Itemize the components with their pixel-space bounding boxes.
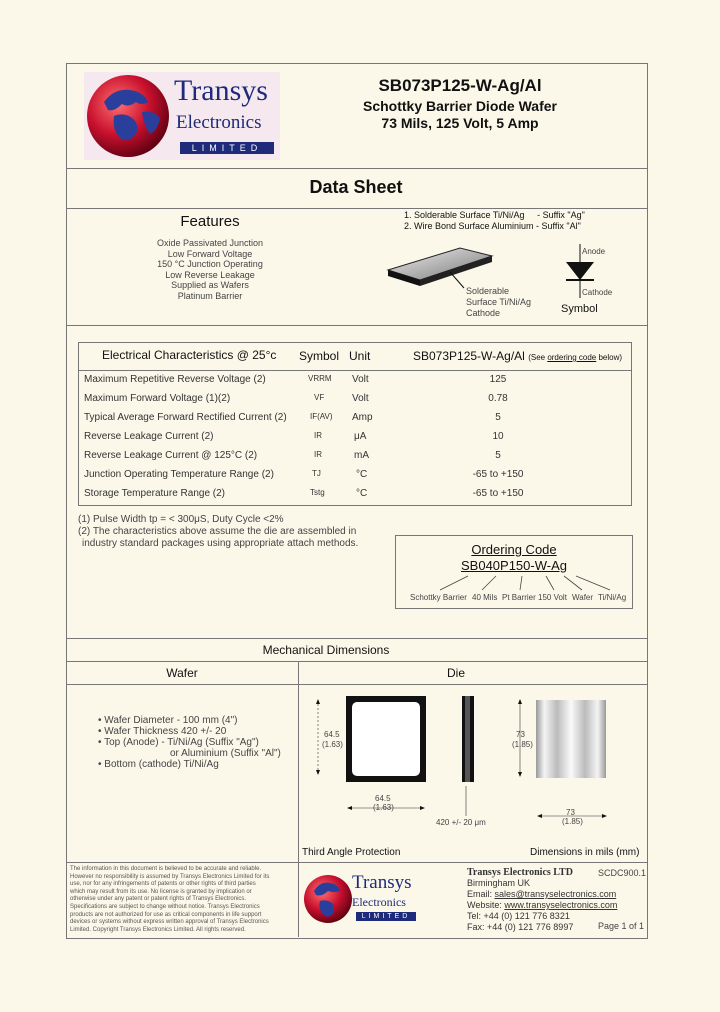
col-part — [413, 349, 622, 363]
table-row — [78, 485, 630, 504]
symbol-cell: IR — [314, 450, 322, 459]
symbol-cell: IR — [314, 431, 322, 440]
product-specs: 73 Mils, 125 Volt, 5 Amp — [381, 115, 539, 131]
unit-cell: °C — [356, 488, 368, 499]
table-row — [78, 466, 630, 485]
die-drawing — [306, 690, 626, 830]
ordering-part: 40 Mils — [472, 593, 498, 602]
company-logo — [84, 72, 280, 160]
symbol-label: Symbol — [561, 303, 598, 315]
ordering-arrows — [396, 574, 632, 592]
param-cell: Maximum Forward Voltage (1)(2) — [84, 393, 231, 404]
feature-item: Oxide Passivated Junction — [156, 238, 264, 248]
param-cell: Reverse Leakage Current (2) — [84, 431, 214, 442]
ordering-code-link[interactable]: ordering code — [547, 353, 597, 362]
unit-cell: Volt — [352, 393, 369, 404]
contact-block — [467, 867, 617, 933]
col-unit: Unit — [349, 349, 371, 363]
wafer-label: Cathode — [466, 308, 501, 318]
wafer-item: • Wafer Thickness 420 +/- 20 — [98, 726, 227, 737]
wafer-item: or Aluminium (Suffix "Al") — [170, 748, 281, 759]
note: (2) The characteristics above assume the die are assembled in — [78, 526, 357, 537]
footer-company-name: Transys — [352, 872, 412, 893]
ordering-part: Wafer — [572, 593, 594, 602]
feature-item: 150 °C Junction Operating — [157, 259, 263, 269]
param-cell: Reverse Leakage Current @ 125°C (2) — [84, 450, 258, 461]
die-heading: Die — [446, 666, 465, 680]
symbol-cell: VF — [314, 393, 325, 402]
wafer-item: • Wafer Diameter - 100 mm (4") — [98, 715, 238, 726]
col-part-note: (See — [528, 353, 548, 362]
param-cell: Junction Operating Temperature Range (2) — [84, 469, 274, 480]
symbol-cell: TJ — [312, 469, 321, 478]
ordering-part: 150 Volt — [538, 593, 567, 602]
ordering-part: Schottky Barrier — [410, 593, 467, 602]
company-name: Transys — [174, 74, 268, 107]
contact-company: Transys Electronics LTD — [467, 867, 573, 878]
contact-city: Birmingham UK — [467, 878, 531, 888]
value-cell: -65 to +150 — [472, 469, 524, 480]
ordering-heading: Ordering Code — [471, 542, 557, 557]
features-heading: Features — [180, 213, 240, 230]
page-title: Data Sheet — [309, 177, 403, 197]
die-dim: (1.63) — [322, 740, 343, 749]
part-number: SB073P125-W-Ag/Al — [378, 76, 542, 95]
ordering-part: Ti/Ni/Ag — [598, 593, 627, 602]
disclaimer-line: Limited. Copyright Transys Electronics Limited. All rights reserved. — [70, 926, 246, 933]
die-dim: 420 +/- 20 μm — [436, 818, 486, 827]
die-dim: (1.63) — [373, 803, 394, 812]
email-link[interactable]: sales@transyselectronics.com — [494, 889, 617, 899]
param-cell: Maximum Repetitive Reverse Voltage (2) — [84, 374, 266, 385]
wafer-item: • Top (Anode) - Ti/Ni/Ag (Suffix "Ag") — [98, 737, 259, 748]
disclaimer-line: devices or systems without express written approval of Transys Electronics — [70, 919, 269, 926]
value-cell: 5 — [495, 412, 501, 423]
value-cell: 125 — [489, 374, 507, 385]
unit-cell: μA — [354, 431, 367, 442]
feature-item: Platinum Barrier — [177, 290, 243, 301]
contact-email-row — [467, 889, 617, 900]
table-row — [78, 390, 630, 409]
disclaimer-line: However no responsibility is assumed by Transys Electronics Limited for its — [70, 873, 270, 880]
feature-item: Low Reverse Leakage — [165, 269, 255, 280]
die-dim: 64.5 — [324, 730, 340, 739]
product-type: Schottky Barrier Diode Wafer — [363, 98, 557, 114]
symbol-cell: VRRM — [308, 374, 332, 383]
disclaimer-line: products are not authorized for use as critical components in life support — [70, 911, 262, 918]
value-cell: 0.78 — [488, 393, 508, 404]
param-cell: Storage Temperature Range (2) — [84, 488, 226, 499]
footer-company-sub: Electronics — [352, 895, 406, 909]
col-part-note-end: below) — [596, 353, 623, 362]
col-part-label: SB073P125-W-Ag/Al — [413, 349, 525, 363]
unit-cell: Amp — [352, 412, 373, 423]
website-label: Website: — [467, 900, 505, 910]
unit-cell: Volt — [352, 374, 369, 385]
param-cell: Typical Average Forward Rectified Current (2) — [84, 412, 287, 423]
electrical-heading: Electrical Characteristics @ 25°c — [102, 348, 277, 362]
disclaimer — [70, 866, 294, 934]
footer-logo — [300, 866, 420, 932]
disclaimer-line: Specifications are subject to change without notice. Transys Electronics — [70, 903, 260, 910]
wafer-label: Solderable — [466, 286, 510, 296]
value-cell: -65 to +150 — [472, 488, 524, 499]
company-limited: LIMITED — [180, 142, 274, 154]
table-row — [78, 371, 630, 390]
units-note: Dimensions in mils (mm) — [530, 847, 640, 858]
disclaimer-line: which may result from its use. No license is granted by implication or — [70, 888, 252, 895]
website-link[interactable]: www.transyselectronics.com — [504, 900, 618, 910]
contact-fax: Fax: +44 (0) 121 776 8997 — [467, 922, 574, 932]
value-cell: 10 — [492, 431, 504, 442]
third-angle-note: Third Angle Protection — [302, 847, 401, 858]
company-sub: Electronics — [176, 112, 262, 133]
doc-code: SCDC900.1 — [598, 868, 647, 878]
contact-tel: Tel: +44 (0) 121 776 8321 — [467, 911, 570, 921]
value-cell: 5 — [495, 450, 501, 461]
table-row — [78, 447, 630, 466]
die-dim: 73 — [566, 808, 575, 817]
die-dim: 64.5 — [375, 794, 391, 803]
page-number: Page 1 of 1 — [598, 921, 645, 931]
table-row — [78, 428, 630, 447]
wafer-heading: Wafer — [166, 666, 198, 680]
mechanical-heading: Mechanical Dimensions — [262, 643, 390, 657]
anode-label: Anode — [582, 247, 606, 256]
feature-item: Low Forward Voltage — [167, 248, 253, 259]
surface-option: 1. Solderable Surface Ti/Ni/Ag - Suffix "Ag" — [404, 210, 585, 220]
ordering-code: SB040P150-W-Ag — [461, 558, 567, 573]
symbol-cell: IF(AV) — [310, 412, 333, 421]
surface-option: 2. Wire Bond Surface Aluminium - Suffix "Al" — [404, 221, 581, 231]
contact-website-row — [467, 900, 617, 911]
features-section — [120, 213, 300, 301]
note: (1) Pulse Width tp = < 300μS, Duty Cycle <2% — [78, 514, 284, 525]
feature-item: Supplied as Wafers — [171, 280, 249, 290]
wafer-item: • Bottom (cathode) Ti/Ni/Ag — [98, 759, 219, 770]
disclaimer-line: The information in this document is believed to be accurate and reliable. — [70, 866, 262, 872]
unit-cell: mA — [354, 450, 369, 461]
note: industry standard packages using appropriate attach methods. — [82, 538, 359, 549]
col-symbol: Symbol — [299, 349, 340, 363]
email-label: Email: — [467, 889, 495, 899]
disclaimer-line: otherwise under any patent or patent rights of Transys Electronics. — [70, 896, 247, 903]
cathode-label: Cathode — [582, 288, 613, 297]
footer-company-limited: LIMITED — [356, 912, 416, 921]
ordering-code-box — [395, 535, 633, 609]
symbol-cell: Tstg — [310, 488, 325, 497]
disclaimer-line: use, nor for any infringements of patents or other rights of third parties — [70, 881, 256, 888]
die-dim: 73 — [516, 730, 525, 739]
die-dim: (1.85) — [562, 817, 583, 826]
wafer-label: Surface Ti/Ni/Ag — [466, 297, 532, 307]
table-row — [78, 409, 630, 428]
ordering-part: Pt Barrier — [502, 593, 536, 602]
unit-cell: °C — [356, 469, 368, 480]
die-dim: (1.85) — [512, 740, 533, 749]
